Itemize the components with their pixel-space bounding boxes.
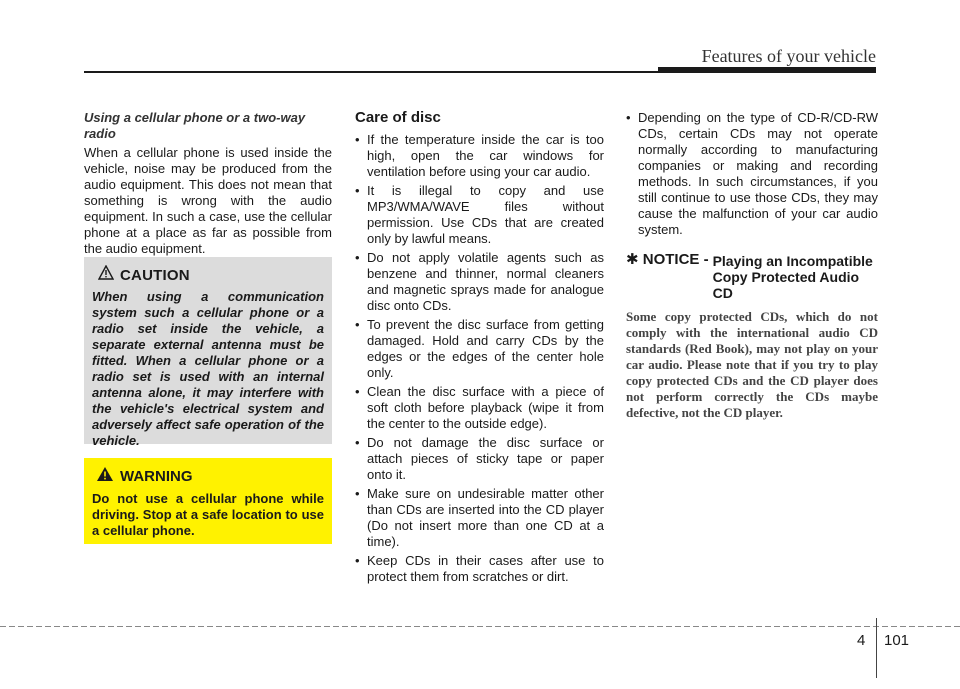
warning-triangle-outline-icon — [98, 265, 114, 285]
caution-text: When using a communication system such a cellular phone or a radio set inside the vehicle, a separate external antenna must be fitted. When a cellular phone or a radio set is used with an internal antenna alone, it may interfere with the vehicle's electrical system and adversely affect safe operation of the vehicle. — [92, 289, 324, 448]
list-item: • It is illegal to copy and use MP3/WMA/WAVE files without permission. Use CDs that are created only by lawful means. — [355, 183, 604, 247]
warning-header — [96, 466, 324, 487]
notice-body: Some copy protected CDs, which do not comply with the international audio CD standards (Red Book), may not play on your car audio. Please note that if you try to play copy protected CDs and the CD player does not perform correctly the CDs maybe defective, not the CD player. — [626, 309, 878, 420]
list-item: • Do not apply volatile agents such as benzene and thinner, normal cleaners and magnetic sprays made for analogue disc onto CDs. — [355, 250, 604, 314]
notice-block — [626, 252, 878, 421]
list-item: • Depending on the type of CD-R/CD-RW CDs, certain CDs may not operate normally according to manufacturing companies or making and recording methods. In such circumstances, if you still continue to use those CDs, they may cause the malfunction of your car audio system. — [626, 110, 878, 238]
caution-title: CAUTION — [120, 266, 190, 284]
warning-box — [84, 458, 332, 544]
cellular-subheading: Using a cellular phone or a two-way radio — [84, 110, 306, 141]
left-column — [84, 110, 332, 257]
caution-box — [84, 257, 332, 448]
right-column — [626, 110, 878, 421]
cellular-paragraph: When a cellular phone is used inside the vehicle, noise may be produced from the audio equipment. This does not mean that something is wrong with the audio equipment. In such a case, use the cellular phone at a place as far as possible from the audio equipment. — [84, 145, 332, 256]
middle-column — [355, 110, 604, 588]
header-title: Features of your vehicle — [701, 46, 876, 66]
header-rule-accent — [658, 67, 876, 73]
caution-header — [98, 265, 324, 285]
page-number: 101 — [884, 632, 910, 649]
list-item: • Clean the disc surface with a piece of soft cloth before playback (wipe it from the center to the outside edge). — [355, 384, 604, 432]
chapter-number: 4 — [857, 632, 866, 649]
care-of-disc-list — [355, 132, 604, 585]
list-item: • Do not damage the disc surface or attach pieces of sticky tape or paper onto it. — [355, 435, 604, 483]
list-item: • To prevent the disc surface from getting damaged. Hold and carry CDs by the edges or the edges of the center hole only. — [355, 317, 604, 381]
list-item: • Make sure on undesirable matter other than CDs are inserted into the CD player (Do not insert more than one CD at a time). — [355, 486, 604, 550]
warning-title: WARNING — [120, 468, 193, 485]
list-item: • If the temperature inside the car is too high, open the car windows for ventilation before using your car audio. — [355, 132, 604, 180]
care-of-disc-title: Care of disc — [355, 109, 441, 126]
notice-header — [626, 252, 878, 301]
footer-divider — [876, 618, 877, 678]
warning-triangle-filled-icon — [96, 466, 114, 487]
warning-text: Do not use a cellular phone while driving. Stop at a safe location to use a cellular phone. — [92, 491, 324, 538]
notice-label: ✱ NOTICE - — [626, 251, 709, 268]
footer-rule — [0, 626, 960, 627]
notice-subtitle: Playing an Incompatible Copy Protected Audio CD — [712, 253, 873, 301]
list-item: • Keep CDs in their cases after use to protect them from scratches or dirt. — [355, 553, 604, 585]
cd-type-list — [626, 110, 878, 238]
